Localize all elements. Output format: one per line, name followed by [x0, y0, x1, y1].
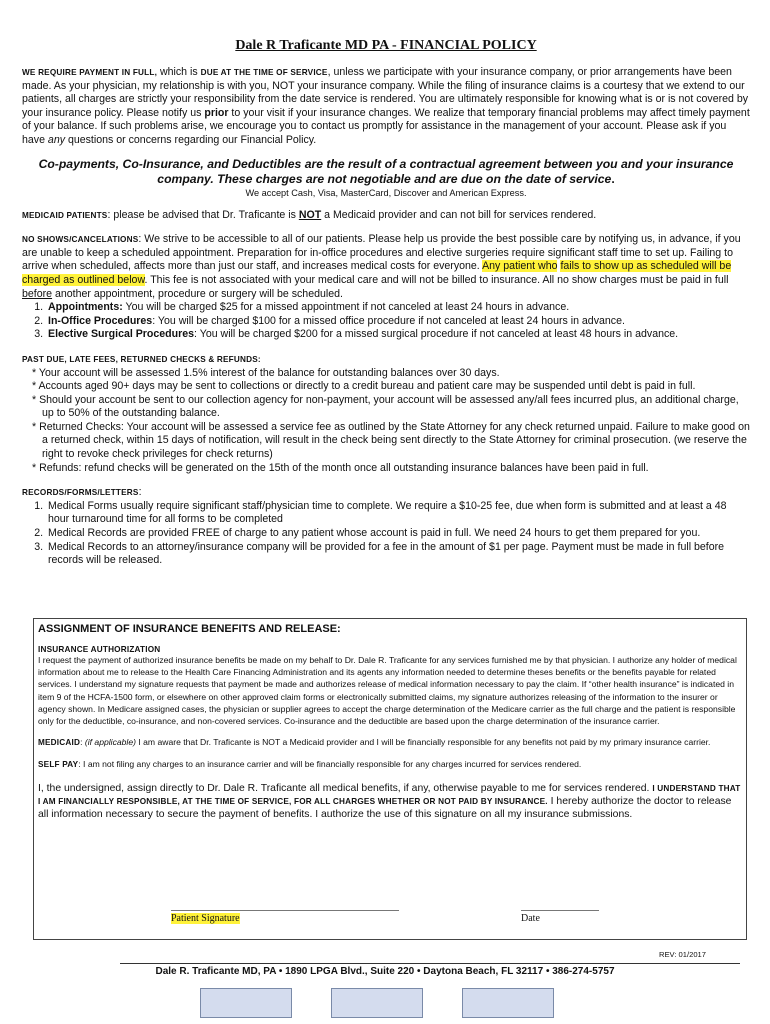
- footer-address: Dale R. Traficante MD, PA • 1890 LPGA Blvd., Suite 220 • Daytona Beach, FL 32117 • 386-274-5757: [155, 966, 615, 977]
- list-item: 2. Medical Records are provided FREE of charge to any patient whose account is paid in full. We need 24 hours to get them prepared for you.: [46, 527, 750, 541]
- accepted-payments: We accept Cash, Visa, MasterCard, Discover and American Express.: [245, 187, 527, 198]
- records-list: [22, 500, 750, 568]
- patient-signature-label: Patient Signature: [171, 913, 240, 924]
- insurance-authorization-text: I request the payment of authorized insurance benefits be made on my behalf to Dr. Dale R. Traficante for any services furnished me by that physician. I authorize any holder of medical information about me to release to the Health Care Financing Administration and its agents any information needed to determine theses benefits or the benefits payable for related services. I understand my signature requests that payment be made and authorizes release of medical information necessary to pay the claim. If “other health insurance” is indicated in item 9 of the HCFA-1500 form, or elsewhere on other approved claim forms or electronically submitted claims, my signature authorizes releasing of the information to the insurer or agency shown. In Medicare assigned cases, the physician or supplier agrees to accept the charge determination of the Medicare carrier as the full charge and the patient is responsible only for the deductible, co-insurance, and non-covered services. Co-insurance and the deductible are based upon the charge determination of the insurance carrier.: [38, 655, 737, 727]
- self-pay-acknowledgement: SELF PAY: I am not filing any charges to an insurance carrier and will be financially responsible for any charges incurred for services rendered.: [38, 759, 582, 770]
- records-heading: RECORDS/FORMS/LETTERS:: [22, 486, 142, 499]
- list-item: 2. In-Office Procedures: You will be charged $100 for a missed office procedure if not canceled at least 24 hours in advance.: [46, 315, 750, 329]
- pastdue-list: [22, 367, 750, 476]
- list-item: 3. Medical Records to an attorney/insurance company will be provided for a fee in the amount of $1 per page. Payment must be made in full before records will be released.: [46, 541, 750, 568]
- form-button-1[interactable]: [200, 988, 292, 1018]
- list-item: * Accounts aged 90+ days may be sent to collections or directly to a credit bureau and patient care may be suspended until debt is paid in full.: [32, 380, 696, 393]
- form-button-3[interactable]: [462, 988, 554, 1018]
- medicaid-paragraph: MEDICAID PATIENTS: please be advised that Dr. Traficante is NOT a Medicaid provider and can not bill for services rendered.: [22, 208, 597, 221]
- assignment-statement: I, the undersigned, assign directly to Dr. Dale R. Traficante all medical benefits, if any, otherwise payable to me for services rendered. I UNDERSTAND THAT I AM FINANCIALLY RESPONSIBLE, AT THE TIME OF SERVICE, FOR ALL CHARGES WHETHER OR NOT PAID BY INSURANCE. I hereby authorize the doctor to release all information necessary to secure the payment of benefits. I authorize the use of this signature on all my insurance submissions.: [38, 782, 741, 821]
- list-item: 3. Elective Surgical Procedures: You will be charged $200 for a missed surgical procedure if not canceled at least 48 hours in advance.: [46, 328, 750, 342]
- page-title: Dale R Traficante MD PA - FINANCIAL POLICY: [235, 38, 537, 53]
- intro-paragraph: WE REQUIRE PAYMENT IN FULL, which is DUE AT THE TIME OF SERVICE, unless we participate with your insurance company, or prior arrangements have been made. As your physician, my relationship is with you, NOT your insurance company. While the filing of insurance claims is a courtesy that we extend to our patients, all charges are strictly your responsibility from the date service is rendered. You are ultimately responsible for knowing what is or is not covered by your insurance policy. Please notify us prior to your visit if your insurance changes. We realize that temporary financial problems may affect timely payment of your balance. If such problems arise, we encourage you to contact us promptly for assistance in the management of your account. Please ask if you have any questions or concerns regarding our Financial Policy.: [22, 66, 750, 146]
- noshow-list: [22, 301, 750, 342]
- policy-page: [22, 38, 750, 568]
- list-item: 1. Medical Forms usually require significant staff/physician time to complete. We require a $10-25 fee, due when form is submitted and at least a 48 hour turnaround time for all forms to be completed: [46, 500, 750, 527]
- footer-divider: [120, 963, 740, 964]
- list-item: 1. Appointments: You will be charged $25 for a missed appointment if not canceled at least 24 hours in advance.: [46, 301, 750, 315]
- list-item: * Returned Checks: Your account will be assessed a service fee as outlined by the State Attorney for any check returned unpaid. Failure to make good on a returned check, within 15 days of notification, will result in the check being sent directly to the State Attorney for criminal prosecution. (we reserve the right to revoke check privileges for check returns): [32, 420, 750, 461]
- revision-label: REV: 01/2017: [658, 950, 706, 959]
- copay-statement: Co-payments, Co-Insurance, and Deductibles are the result of a contractual agreement between you and your insurance company. These charges are not negotiable and are due on the date of service.: [38, 156, 734, 186]
- medicaid-acknowledgement: MEDICAID: (if applicable) I am aware that Dr. Traficante is NOT a Medicaid provider and I will be financially responsible for any benefits not paid by my primary insurance carrier.: [38, 737, 711, 748]
- noshow-paragraph: NO SHOWS/CANCELATIONS: We strive to be accessible to all of our patients. Please help us provide the best possible care by notifying us, in advance, if you are unable to keep a scheduled appointment. Preparation for in-office procedures and elective surgeries require significant staff time to set up. Failing to arrive when scheduled, affects more than just our staff, and increases medical costs for everyone. Any patient who fails to show up as scheduled will be charged as outlined below. This fee is not associated with your medical care and will not be billed to insurance. All no show charges must be paid in full before another appointment, procedure or surgery will be scheduled.: [22, 233, 741, 300]
- pastdue-heading: PAST DUE, LATE FEES, RETURNED CHECKS & REFUNDS:: [22, 354, 261, 364]
- form-button-2[interactable]: [331, 988, 423, 1018]
- list-item: * Your account will be assessed 1.5% interest of the balance for outstanding balances over 30 days.: [32, 366, 500, 379]
- assignment-title: ASSIGNMENT OF INSURANCE BENEFITS AND RELEASE:: [38, 623, 341, 635]
- list-item: * Refunds: refund checks will be generated on the 15th of the month once all outstanding insurance balances have been paid in full.: [32, 461, 649, 474]
- date-line[interactable]: [521, 910, 599, 911]
- date-label: Date: [521, 913, 540, 924]
- signature-line[interactable]: [171, 910, 399, 911]
- assignment-box: [33, 618, 747, 940]
- list-item: * Should your account be sent to our collection agency for non-payment, your account will be assessed any/all fees incurred plus, an additional charge, up to 50% of the outstanding balance.: [32, 393, 739, 420]
- insurance-authorization-label: INSURANCE AUTHORIZATION: [38, 645, 161, 654]
